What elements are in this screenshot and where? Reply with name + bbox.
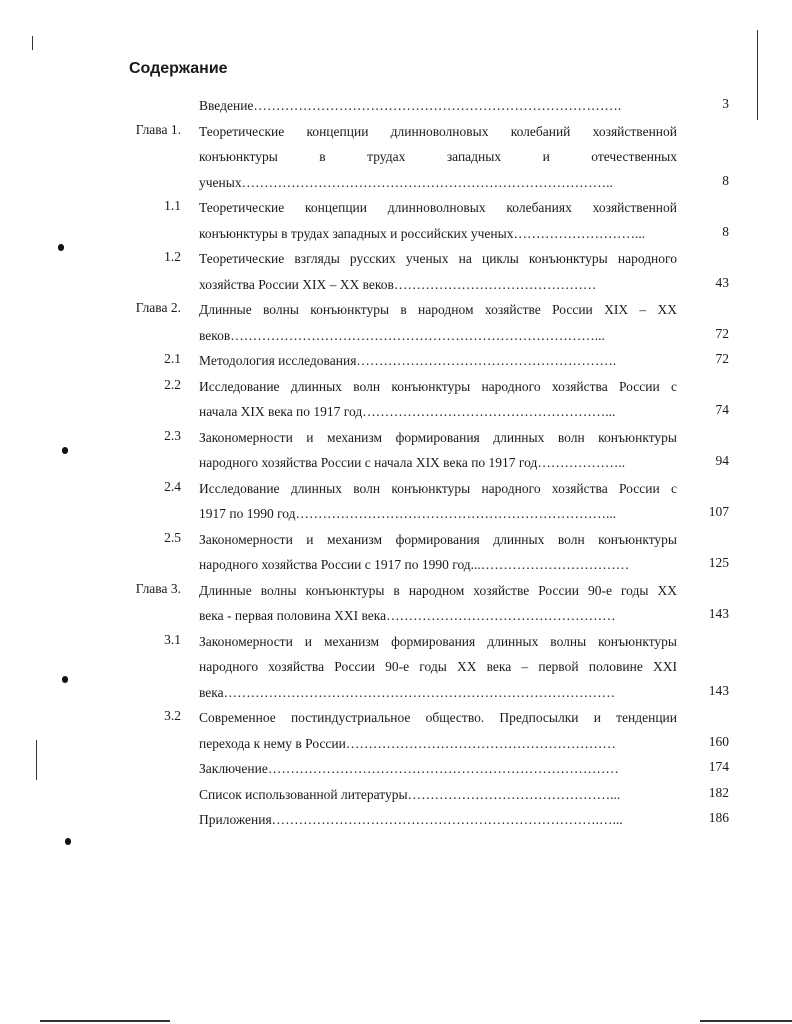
scan-speck xyxy=(65,838,71,845)
toc-entry-line: Длинные волны конъюнктуры в народном хозяйстве России XIX – XX xyxy=(199,302,677,317)
scan-edge-bottom xyxy=(700,1020,792,1022)
toc-entry-line: конъюнктуры в трудах западных и отечественных xyxy=(199,149,677,164)
toc-entry-label: Глава 3. xyxy=(135,580,181,596)
toc-entry-line: Теоретические концепции длинноволновых колебаний хозяйственной xyxy=(199,123,677,139)
toc-entry-title xyxy=(199,348,677,374)
toc-entry-title xyxy=(199,425,677,476)
toc-entry-page: 94 xyxy=(715,453,729,468)
page-title: Содержание xyxy=(129,60,228,77)
toc-entry xyxy=(0,195,792,246)
toc-entry-title xyxy=(199,195,677,246)
toc-entry-line: Методология исследования…………………………………………………. xyxy=(199,353,617,368)
toc-entry-line: Заключение…………………………………………………………………… xyxy=(199,761,619,776)
toc-entry xyxy=(0,119,792,196)
scan-edge-right xyxy=(757,30,758,120)
toc-entry-line: Длинные волны конъюнктуры в народном хозяйстве России 90-е годы XX xyxy=(199,582,677,598)
toc-entry xyxy=(0,578,792,629)
toc-entry-line: хозяйства России XIX – XX веков……………………………………… xyxy=(199,276,597,292)
toc-entry-title xyxy=(199,782,677,808)
toc-entry-line: народного хозяйства России 90-е годы XX века – первой половине XXI xyxy=(199,659,677,674)
toc-entry-line: начала XIX века по 1917 год………………………………………………... xyxy=(199,404,616,419)
toc-entry-label: 1.1 xyxy=(164,198,181,213)
toc-entry-line: народного хозяйства России с начала XIX века по 1917 год……………….. xyxy=(199,455,626,470)
toc-entry-label: 2.5 xyxy=(164,529,181,545)
toc-entry-line: веков………………………………………………………………………... xyxy=(199,327,605,343)
toc-entry-title xyxy=(199,629,677,706)
toc-entry-page: 8 xyxy=(722,223,729,239)
toc-entry-line: Теоретические концепции длинноволновых колебаниях хозяйственной xyxy=(199,200,677,215)
scan-speck xyxy=(58,244,64,251)
toc-entry-page: 182 xyxy=(708,784,729,800)
toc-entry-title xyxy=(199,297,677,348)
toc-entry-line: Исследование длинных волн конъюнктуры народного хозяйства России с xyxy=(199,378,677,394)
toc-entry-page: 186 xyxy=(708,810,729,825)
toc-entry-line: 1917 по 1990 год……………………………………………………………... xyxy=(199,506,617,521)
toc-entry-line: Современное постиндустриальное общество. Предпосылки и тенденции xyxy=(199,710,677,725)
toc-entry-page: 160 xyxy=(708,733,729,749)
toc-entry xyxy=(0,527,792,578)
toc-entry xyxy=(0,348,792,374)
toc-entry xyxy=(0,425,792,476)
scan-edge-left xyxy=(32,36,33,50)
toc-entry xyxy=(0,705,792,756)
toc-entry-title xyxy=(199,476,677,527)
toc-entry-line: века - первая половина XXI века…………………………………………… xyxy=(199,608,616,623)
toc-entry-line: ученых……………………………………………………………………….. xyxy=(199,174,613,190)
toc-entry-line: перехода к нему в России…………………………………………………… xyxy=(199,735,616,751)
toc-entry-title xyxy=(199,756,677,782)
toc-entry-line: Приложения……………………………………………………………….…... xyxy=(199,812,623,827)
scan-edge-bottom xyxy=(40,1020,170,1022)
toc-entry xyxy=(0,782,792,808)
toc-entry xyxy=(0,374,792,425)
toc-entry-line: Закономерности и механизм формирования длинных волн конъюнктуры xyxy=(199,531,677,547)
toc-entry-page: 143 xyxy=(708,682,729,698)
toc-entry-title xyxy=(199,374,677,425)
toc-entry-line: народного хозяйства России с 1917 по 1990 год...…………………………… xyxy=(199,557,630,572)
toc-entry-page: 143 xyxy=(708,606,729,621)
toc-entry-page: 125 xyxy=(708,555,729,570)
toc-entry-page: 8 xyxy=(722,172,729,188)
toc-entry-page: 72 xyxy=(715,351,729,366)
toc-entry-title xyxy=(199,246,677,297)
toc-entry xyxy=(0,476,792,527)
toc-entry-line: Закономерности и механизм формирования длинных волн конъюнктуры xyxy=(199,429,677,445)
toc-entry-label: 2.1 xyxy=(164,351,181,366)
toc-entry-line: Исследование длинных волн конъюнктуры народного хозяйства России с xyxy=(199,480,677,496)
toc-entry-title xyxy=(199,578,677,629)
toc-entry-line: Список использованной литературы………………………………………... xyxy=(199,786,621,802)
toc-entry-page: 3 xyxy=(722,96,729,111)
toc-entry-label: Глава 2. xyxy=(135,300,181,315)
toc-entry xyxy=(0,756,792,782)
toc-entry-line: Закономерности и механизм формирования длинных волны конъюнктуры xyxy=(199,633,677,649)
toc-entry-label: 2.4 xyxy=(164,478,181,494)
scan-speck xyxy=(62,447,68,454)
toc-entry-line: века…………………………………………………………………………… xyxy=(199,684,616,700)
toc-entry-label: 1.2 xyxy=(164,249,181,264)
toc-entry-label: 2.2 xyxy=(164,376,181,392)
toc-entry-title xyxy=(199,807,677,833)
toc-entry-line: Введение………………………………………………………………………. xyxy=(199,98,622,113)
toc-entry xyxy=(0,93,792,119)
toc-entry-label: 3.2 xyxy=(164,708,181,723)
toc-entry-label: Глава 1. xyxy=(135,121,181,137)
toc-entry-page: 107 xyxy=(708,504,729,519)
toc-entry-label: 3.1 xyxy=(164,631,181,647)
toc-entry-title xyxy=(199,119,677,196)
toc-entry-title xyxy=(199,527,677,578)
toc-entry-title xyxy=(199,93,677,119)
toc-entry xyxy=(0,629,792,706)
toc-entry-label: 2.3 xyxy=(164,427,181,443)
toc-entry-page: 74 xyxy=(715,402,729,417)
toc-entry-page: 43 xyxy=(715,274,729,290)
toc-entry xyxy=(0,297,792,348)
scan-edge-left xyxy=(36,740,37,780)
toc-entry-title xyxy=(199,705,677,756)
toc-entry-line: конъюнктуры в трудах западных и российских ученых………………………... xyxy=(199,225,646,241)
scan-speck xyxy=(62,676,68,683)
toc-entry xyxy=(0,807,792,833)
toc-entry-page: 174 xyxy=(708,759,729,774)
toc-entry xyxy=(0,246,792,297)
toc-entry-line: Теоретические взгляды русских ученых на циклы конъюнктуры народного xyxy=(199,251,677,266)
toc-entry-page: 72 xyxy=(715,325,729,341)
